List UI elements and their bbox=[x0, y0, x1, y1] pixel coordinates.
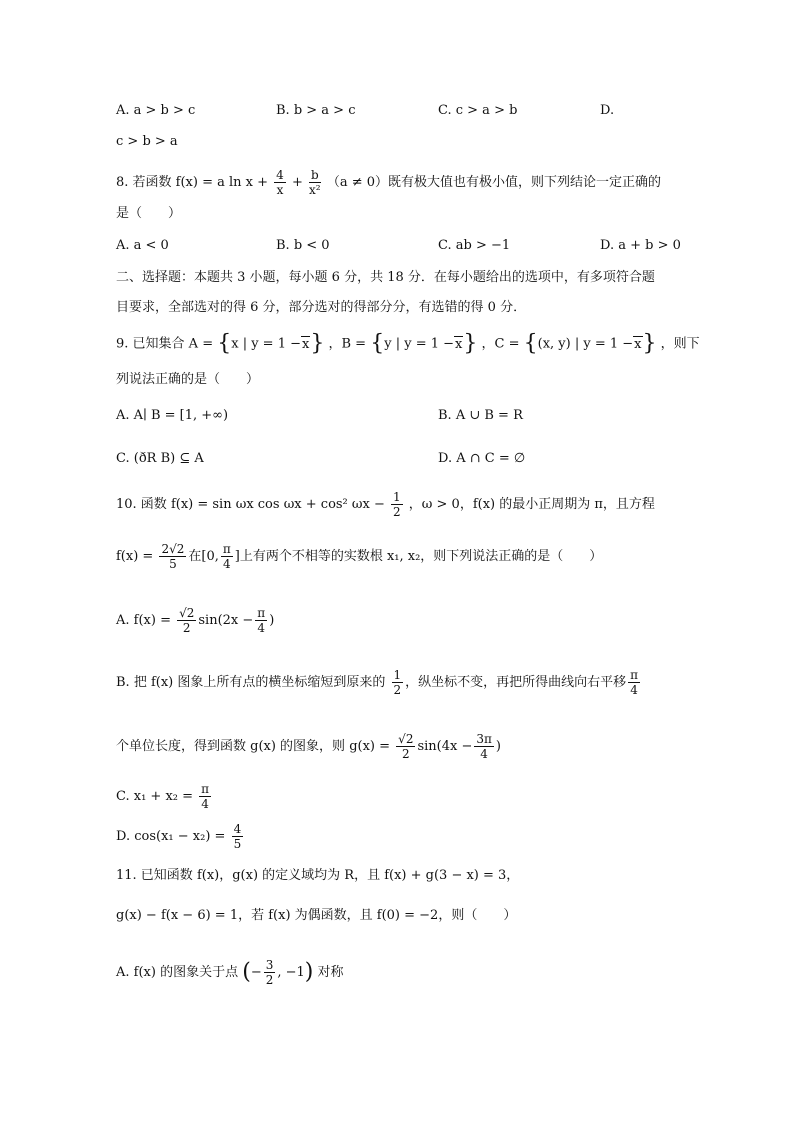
q9-stem: 9. 已知集合 A = {x | y = 1 −x} ，B = {y | y = 1 −x} ，C = {(x, y) | y = 1 −x} ，则下 bbox=[116, 331, 700, 356]
q9-brace-open: { bbox=[217, 331, 232, 356]
q10-b-fraction-root2-over-2: $\frac{√2}{2}$ bbox=[398, 732, 414, 761]
q10-eq-pre: f(x) = bbox=[116, 549, 154, 564]
q8-stem bbox=[116, 168, 661, 197]
q10-option-c: C. x₁ + x₂ = $\frac{\pi}{4}$ bbox=[116, 782, 210, 811]
q10-b-fraction-half: $\frac{1}{2}$ bbox=[393, 668, 402, 697]
q8-option-d: D. a + b > 0 bbox=[600, 238, 681, 253]
q10-a-fraction-root2-over-2: $\frac{√2}{2}$ bbox=[179, 606, 195, 635]
q8-stem-line2: 是（ ） bbox=[116, 206, 182, 221]
q7-option-a: A. a > b > c bbox=[116, 103, 196, 118]
q9-sqrt-c: x bbox=[634, 336, 642, 352]
q9-setC: (x, y) | y = 1 − bbox=[537, 336, 634, 352]
q7-option-c: C. c > a > b bbox=[438, 103, 518, 118]
q10-stem bbox=[116, 490, 655, 519]
section2-instructions-line2: 目要求，全部选对的得 6 分，部分选对的得部分分，有选错的得 0 分． bbox=[116, 300, 527, 315]
q9-brace-close: } bbox=[310, 331, 325, 356]
q9-setA: x | y = 1 − bbox=[231, 336, 302, 352]
q7-option-b: B. b > a > c bbox=[276, 103, 356, 118]
q9-sqrt-b: x bbox=[455, 336, 463, 352]
q7-option-d: D. bbox=[600, 103, 615, 118]
q8-option-c: C. ab > −1 bbox=[438, 238, 511, 253]
q8-frac1-den: x bbox=[276, 183, 284, 197]
q7-option-d-continued: c > b > a bbox=[116, 134, 178, 149]
q8-frac1-num: 4 bbox=[276, 168, 284, 182]
q10-fraction-half: $\frac{1}{2}$ bbox=[393, 490, 401, 519]
q8-frac2-num: b bbox=[310, 168, 319, 182]
q9-setC-pre: ，C = bbox=[481, 336, 520, 352]
q10-fraction-2root2-over-5: $\frac{2√2}{5}$ bbox=[161, 542, 185, 571]
q9-stem-post: ，则下 bbox=[660, 336, 700, 352]
q11-stem-line2: g(x) − f(x − 6) = 1，若 f(x) 为偶函数，且 f(0) = −2，则（ ） bbox=[116, 908, 517, 923]
q10-option-d: D. cos(x₁ − x₂) = $\frac{4}{5}$ bbox=[116, 822, 242, 851]
q8-stem-post: （a ≠ 0）既有极大值也有极小值，则下列结论一定正确的 bbox=[326, 175, 661, 190]
q10-fraction-pi-over-4: $\frac{\pi}{4}$ bbox=[222, 542, 231, 571]
q9-option-b: B. A ∪ B = R bbox=[438, 408, 523, 423]
q9-stem-line2: 列说法正确的是（ ） bbox=[116, 372, 260, 387]
q10-b-fraction-3pi-over-4: $\frac{3\pi}{4}$ bbox=[476, 732, 492, 761]
q10-equation bbox=[116, 542, 602, 571]
q9-sqrt-a: x bbox=[302, 336, 310, 352]
q9-setB: y | y = 1 − bbox=[384, 336, 455, 352]
q10-stem-post: ，ω > 0，f(x) 的最小正周期为 π，且方程 bbox=[408, 497, 655, 512]
q10-d-fraction-4-over-5: $\frac{4}{5}$ bbox=[233, 822, 242, 851]
q8-option-b: B. b < 0 bbox=[276, 238, 330, 253]
q8-fraction-4-over-x bbox=[274, 168, 286, 197]
q10-a-fraction-pi-over-4: $\frac{\pi}{4}$ bbox=[257, 606, 266, 635]
q9-option-d: D. A ∩ C = ∅ bbox=[438, 451, 526, 466]
q10-c-fraction-pi-over-4: $\frac{\pi}{4}$ bbox=[201, 782, 210, 811]
q9-setB-pre: ，B = bbox=[328, 336, 367, 352]
q11-fraction-3-over-2: $\frac{3}{2}$ bbox=[265, 958, 274, 987]
section2-instructions-line1: 二、选择题：本题共 3 小题，每小题 6 分，共 18 分．在每小题给出的选项中，有多项符合题 bbox=[116, 270, 655, 285]
q10-eq-post: ]上有两个不相等的实数根 x₁, x₂，则下列说法正确的是（ ） bbox=[234, 549, 603, 564]
q11-paren-close: ) bbox=[304, 959, 314, 985]
q10-option-b-line2: 个单位长度，得到函数 g(x) 的图象，则 g(x) = $\frac{√2}{2}$ sin(4x − $\frac{3\pi}{4}$ ) bbox=[116, 732, 501, 761]
q10-eq-mid: 在[0, bbox=[188, 549, 219, 564]
q9-option-c: C. (ðR B) ⊆ A bbox=[116, 451, 204, 466]
q10-option-a: A. f(x) = $\frac{√2}{2}$ sin(2x − $\frac{\pi}{4}$ ) bbox=[116, 606, 275, 635]
q11-stem: 11. 已知函数 f(x)，g(x) 的定义域均为 R，且 f(x) + g(3 − x) = 3， bbox=[116, 868, 520, 883]
q10-b-fraction-pi-over-4: $\frac{\pi}{4}$ bbox=[630, 668, 639, 697]
q9-option-a: A. A∣ B = [1, +∞) bbox=[116, 408, 229, 423]
q10-option-b: B. 把 f(x) 图象上所有点的横坐标缩短到原来的 $\frac{1}{2}$ ，纵坐标不变，再把所得曲线向右平移 $\frac{\pi}{4}$ bbox=[116, 668, 639, 697]
q8-plus: + bbox=[291, 175, 303, 190]
q8-option-a: A. a < 0 bbox=[116, 238, 169, 253]
q9-stem-pre: 9. 已知集合 A = bbox=[116, 336, 214, 352]
q11-option-a: A. f(x) 的图象关于点 (− $\frac{3}{2}$ , −1) 对称 bbox=[116, 958, 344, 987]
q10-stem-pre: 10. 函数 f(x) = sin ωx cos ωx + cos² ωx − bbox=[116, 497, 385, 512]
q8-stem-pre: 8. 若函数 f(x) = a ln x + bbox=[116, 175, 269, 190]
q11-paren-open: ( bbox=[242, 959, 251, 985]
q8-frac2-den: x² bbox=[309, 183, 321, 197]
q8-fraction-b-over-x2 bbox=[309, 168, 321, 197]
